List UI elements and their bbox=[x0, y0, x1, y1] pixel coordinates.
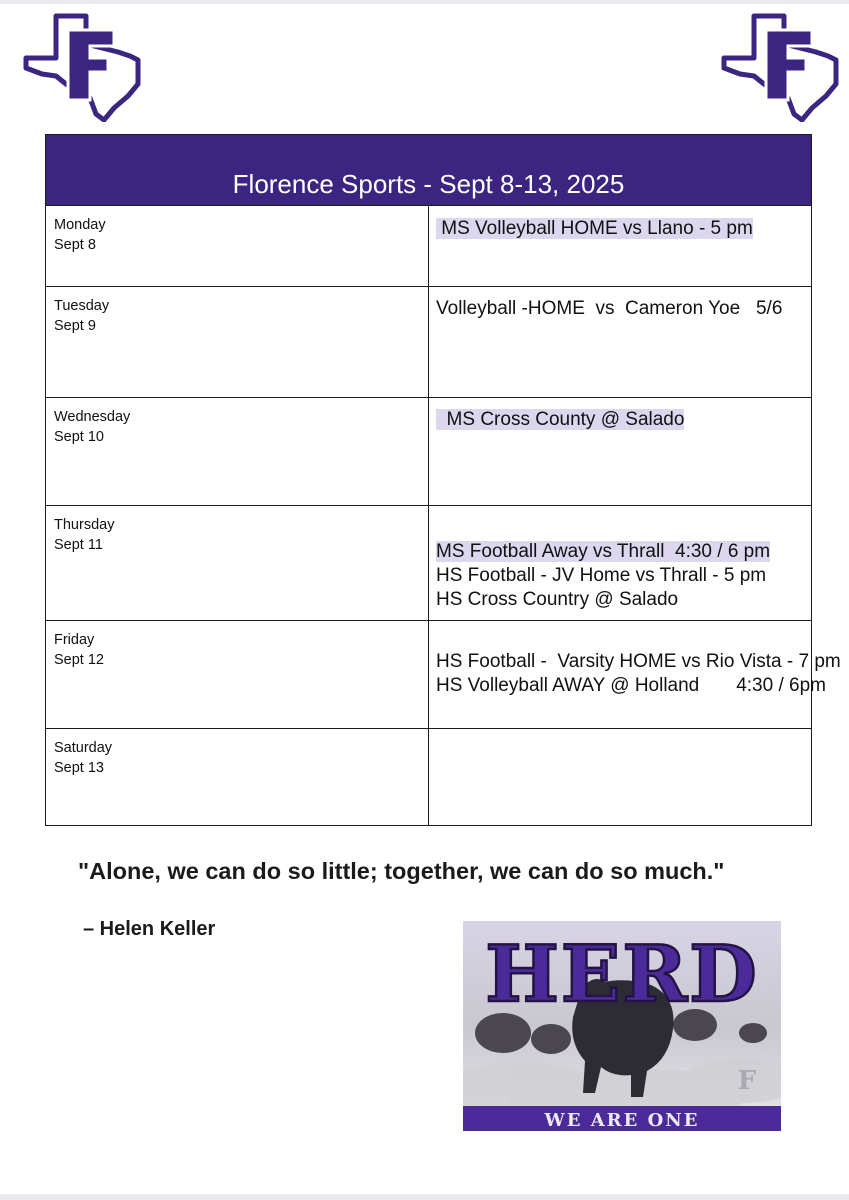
day-name: Wednesday bbox=[54, 409, 131, 425]
events-cell bbox=[429, 398, 812, 506]
schedule-row bbox=[46, 206, 812, 287]
day-cell bbox=[46, 287, 429, 398]
events-cell bbox=[429, 729, 812, 826]
page bbox=[0, 4, 849, 1194]
herd-headline: HERD bbox=[485, 929, 759, 1020]
event-line: HS Volleyball AWAY @ Holland 4:30 / 6pm bbox=[436, 675, 826, 696]
quote-text: "Alone, we can do so little; together, we can do so much." bbox=[78, 858, 725, 884]
quote-author: – Helen Keller bbox=[83, 918, 216, 940]
herd-graphic bbox=[463, 921, 781, 1131]
schedule-title: Florence Sports - Sept 8-13, 2025 bbox=[232, 168, 625, 199]
schedule-table bbox=[45, 134, 841, 826]
schedule-row bbox=[46, 506, 812, 621]
event-line: HS Football - Varsity HOME vs Rio Vista - 7 pm bbox=[436, 651, 841, 672]
day-name: Monday bbox=[54, 217, 106, 233]
day-date: Sept 10 bbox=[54, 429, 104, 445]
day-date: Sept 11 bbox=[54, 537, 103, 553]
event-line bbox=[436, 540, 811, 564]
events-cell bbox=[429, 506, 812, 621]
schedule-row bbox=[46, 398, 812, 506]
day-name: Saturday bbox=[54, 740, 113, 756]
event-text: MS Cross County @ Salado bbox=[436, 409, 685, 430]
day-date: Sept 8 bbox=[54, 237, 96, 253]
day-cell bbox=[46, 398, 429, 506]
schedule-row bbox=[46, 287, 812, 398]
event-line: Volleyball -HOME vs Cameron Yoe 5/6 bbox=[436, 298, 783, 319]
herd-small-mark: F bbox=[737, 1066, 757, 1096]
day-name: Thursday bbox=[54, 517, 115, 533]
event-line bbox=[436, 408, 811, 432]
event-text: MS Volleyball HOME vs Llano - 5 pm bbox=[436, 218, 753, 239]
schedule-row bbox=[46, 621, 812, 729]
buffalo-icon bbox=[531, 1024, 571, 1054]
day-cell bbox=[46, 206, 429, 287]
day-date: Sept 12 bbox=[54, 652, 104, 668]
day-cell bbox=[46, 621, 429, 729]
logo-letter: F bbox=[22, 10, 23, 11]
event-line: HS Football - JV Home vs Thrall - 5 pm bbox=[436, 565, 767, 586]
events-cell bbox=[429, 621, 841, 729]
event-line bbox=[436, 217, 811, 241]
day-date: Sept 9 bbox=[54, 318, 96, 334]
event-line: HS Cross Country @ Salado bbox=[436, 589, 679, 610]
buffalo-icon bbox=[739, 1023, 767, 1043]
schedule-title-bar bbox=[46, 135, 812, 206]
day-name: Tuesday bbox=[54, 298, 110, 314]
day-cell bbox=[46, 506, 429, 621]
events-cell bbox=[429, 287, 812, 398]
day-date: Sept 13 bbox=[54, 760, 104, 776]
texas-f-logo-right bbox=[720, 10, 840, 122]
day-name: Friday bbox=[54, 632, 95, 648]
schedule-row bbox=[46, 729, 812, 826]
events-cell bbox=[429, 206, 812, 287]
day-cell bbox=[46, 729, 429, 826]
event-text: MS Football Away vs Thrall 4:30 / 6 pm bbox=[436, 541, 771, 562]
herd-banner-text: WE ARE ONE bbox=[544, 1110, 700, 1131]
texas-f-logo-left bbox=[22, 10, 142, 122]
